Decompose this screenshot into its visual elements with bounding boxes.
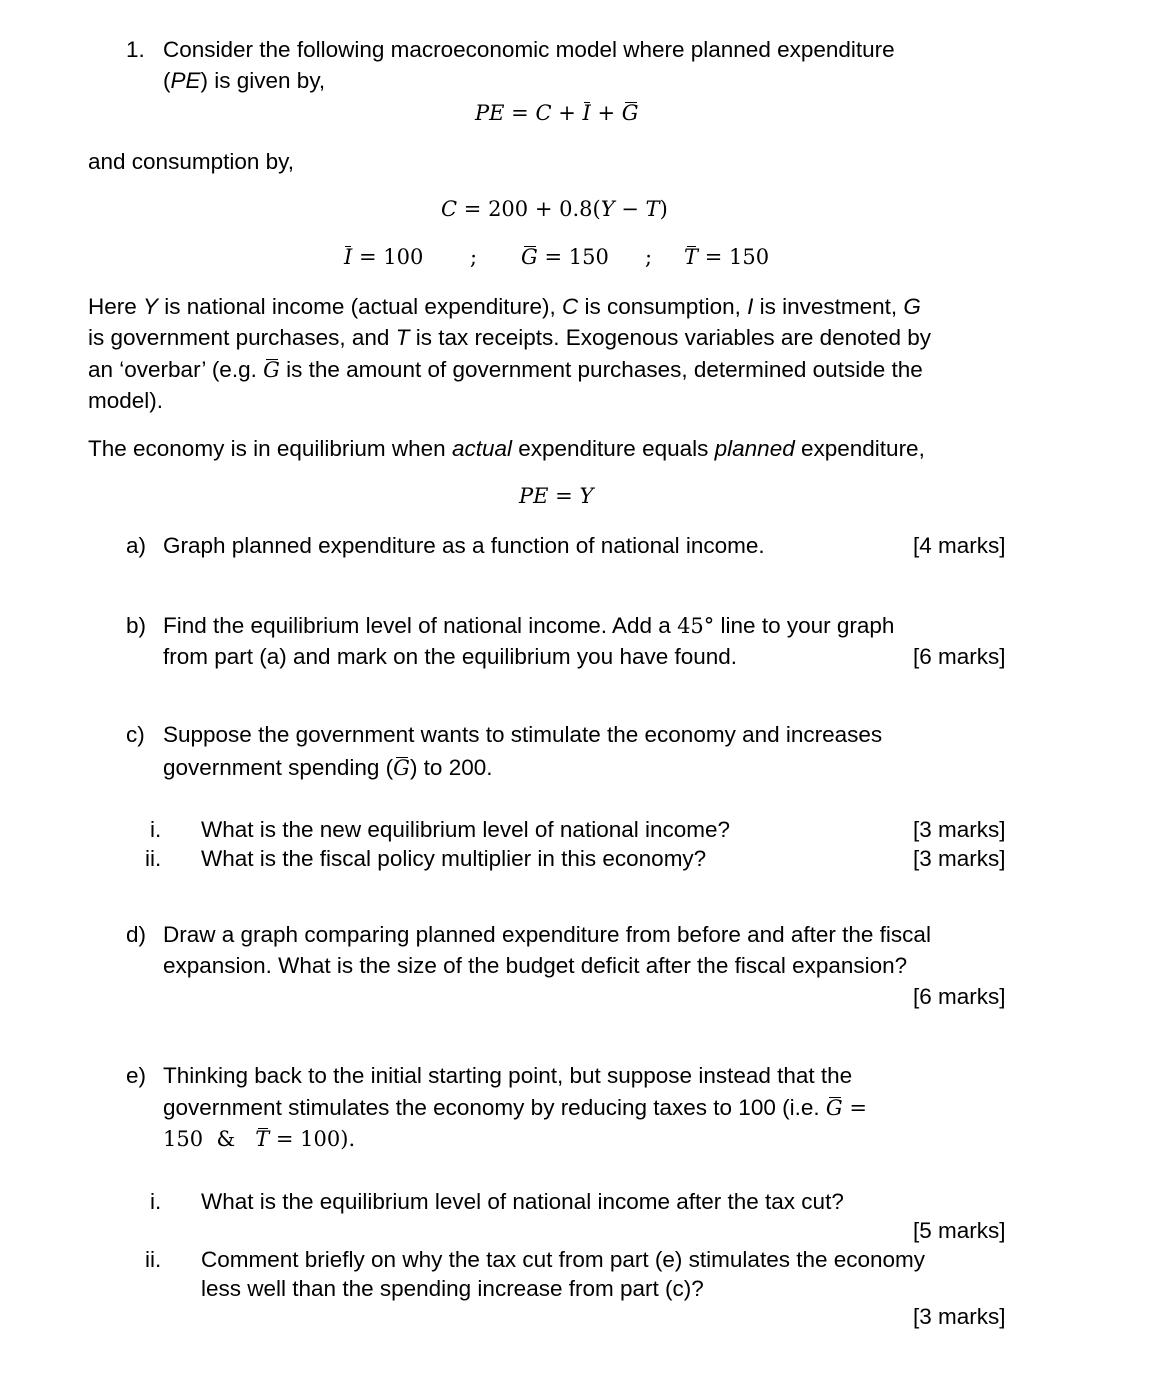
text: expenditure equals bbox=[511, 436, 715, 461]
math-value: = 100 bbox=[275, 1127, 341, 1151]
math-plus: + bbox=[558, 101, 576, 125]
part-e-ii-line-1: Comment briefly on why the tax cut from part (e) stimulates the economy bbox=[201, 1247, 926, 1272]
text: ). bbox=[340, 1127, 356, 1151]
text: is national income (actual expenditure), bbox=[158, 294, 563, 319]
part-e-i-text: What is the equilibrium level of national income after the tax cut? bbox=[201, 1189, 844, 1214]
math-45-degrees: 45° bbox=[677, 614, 715, 638]
equation-consumption bbox=[441, 199, 668, 220]
intro-line-1: Consider the following macroeconomic model where planned expenditure bbox=[163, 37, 895, 62]
part-e-label: e) bbox=[126, 1063, 147, 1088]
text: is investment, bbox=[753, 294, 904, 319]
var-t: T bbox=[395, 325, 410, 350]
part-e-line-3 bbox=[163, 1129, 355, 1150]
text: ( bbox=[163, 68, 171, 93]
math-y: Y bbox=[600, 197, 615, 221]
part-d-marks: [6 marks] bbox=[913, 984, 1006, 1009]
equilibrium-statement bbox=[88, 438, 925, 461]
math-c: C bbox=[535, 101, 552, 125]
math-ampersand: & bbox=[216, 1127, 236, 1151]
math-equals: = bbox=[842, 1096, 867, 1120]
part-c-ii-label: ii. bbox=[145, 846, 162, 871]
math-t: T bbox=[645, 197, 660, 221]
part-c-i-marks: [3 marks] bbox=[913, 817, 1006, 842]
math-g-bar: G bbox=[825, 1096, 843, 1120]
part-c-i-label: i. bbox=[150, 817, 162, 842]
part-e-ii-label: ii. bbox=[145, 1247, 162, 1272]
part-e-line-2 bbox=[163, 1097, 867, 1120]
exogenous-tax bbox=[684, 247, 769, 268]
var-pe: PE bbox=[170, 68, 201, 93]
consumption-intro: and consumption by, bbox=[88, 149, 294, 174]
part-c-label: c) bbox=[126, 722, 145, 747]
math-equals: = bbox=[511, 101, 529, 125]
emphasis-planned: planned bbox=[714, 436, 795, 461]
var-i: I bbox=[747, 294, 754, 319]
text: The economy is in equilibrium when bbox=[88, 436, 452, 461]
part-d-line-1: Draw a graph comparing planned expenditure from before and after the fiscal bbox=[163, 922, 931, 947]
emphasis-actual: actual bbox=[451, 436, 512, 461]
part-c-line-1: Suppose the government wants to stimulate the economy and increases bbox=[163, 722, 883, 747]
text: Here bbox=[88, 294, 144, 319]
math-pe: PE bbox=[475, 101, 505, 125]
definitions-line-4: model). bbox=[88, 388, 164, 413]
part-b-marks: [6 marks] bbox=[913, 644, 1006, 669]
text: ) to 200. bbox=[409, 755, 493, 780]
text: is tax receipts. Exogenous variables are denoted by bbox=[409, 325, 931, 350]
part-b-label: b) bbox=[126, 613, 147, 638]
part-e-i-label: i. bbox=[150, 1189, 162, 1214]
intro-line-2 bbox=[163, 70, 325, 93]
part-b-line-1 bbox=[163, 615, 894, 638]
math-i-bar: I bbox=[344, 245, 353, 269]
part-c-ii-marks: [3 marks] bbox=[913, 846, 1006, 871]
math-value: 150 bbox=[729, 245, 770, 269]
equation-equilibrium bbox=[519, 486, 593, 507]
text: is consumption, bbox=[578, 294, 748, 319]
part-c-line-2 bbox=[163, 757, 493, 780]
var-y: Y bbox=[143, 294, 159, 319]
var-g: G bbox=[903, 294, 921, 319]
text: Find the equilibrium level of national income. Add a bbox=[163, 613, 678, 638]
math-i-bar: I bbox=[582, 101, 591, 125]
exogenous-investment bbox=[344, 247, 423, 268]
question-number: 1. bbox=[126, 37, 145, 62]
var-c: C bbox=[562, 294, 579, 319]
text: government spending ( bbox=[163, 755, 394, 780]
math-g-bar: G bbox=[393, 756, 410, 780]
part-b-line-2: from part (a) and mark on the equilibrium you have found. bbox=[163, 644, 738, 669]
part-d-label: d) bbox=[126, 922, 147, 947]
math-paren: ) bbox=[659, 197, 668, 221]
math-t-bar: T bbox=[684, 245, 699, 269]
math-g-bar: G bbox=[263, 358, 280, 382]
math-equals: = bbox=[463, 197, 482, 221]
math-value: 150 bbox=[568, 245, 609, 269]
text: is the amount of government purchases, determined outside the bbox=[279, 357, 923, 382]
math-equals: = bbox=[555, 484, 573, 508]
text: line to your graph bbox=[714, 613, 895, 638]
math-y: Y bbox=[579, 484, 594, 508]
definitions-line-3 bbox=[88, 359, 923, 382]
math-t-bar: T bbox=[255, 1127, 270, 1151]
math-pe: PE bbox=[519, 484, 549, 508]
part-e-ii-line-2: less well than the spending increase from part (c)? bbox=[201, 1276, 704, 1301]
text: expenditure, bbox=[794, 436, 925, 461]
text: government stimulates the economy by reducing taxes to 100 (i.e. bbox=[163, 1095, 826, 1120]
part-d-line-2: expansion. What is the size of the budget deficit after the fiscal expansion? bbox=[163, 953, 908, 978]
equation-planned-expenditure bbox=[475, 103, 639, 124]
part-a-marks: [4 marks] bbox=[913, 533, 1006, 558]
part-e-i-marks: [5 marks] bbox=[913, 1218, 1006, 1243]
part-a-text: Graph planned expenditure as a function of national income. bbox=[163, 533, 765, 558]
exogenous-government bbox=[521, 247, 609, 268]
part-e-line-1: Thinking back to the initial starting point, but suppose instead that the bbox=[163, 1063, 853, 1088]
part-c-i-text: What is the new equilibrium level of national income? bbox=[201, 817, 731, 842]
math-minus: − bbox=[621, 197, 639, 221]
math-equals: = bbox=[544, 245, 563, 269]
math-equals: = bbox=[358, 245, 377, 269]
math-g-bar: G bbox=[621, 101, 639, 125]
text: an ‘overbar’ (e.g. bbox=[88, 357, 264, 382]
part-e-ii-marks: [3 marks] bbox=[913, 1304, 1006, 1329]
text: ) is given by, bbox=[200, 68, 326, 93]
definitions-line-2 bbox=[88, 327, 931, 350]
separator: ; bbox=[470, 245, 478, 269]
math-value: 100 bbox=[383, 245, 424, 269]
separator: ; bbox=[645, 245, 653, 269]
math-constant: 200 + 0.8( bbox=[488, 197, 601, 221]
part-a-label: a) bbox=[126, 533, 147, 558]
math-equals: = bbox=[704, 245, 723, 269]
part-c-ii-text: What is the fiscal policy multiplier in this economy? bbox=[201, 846, 707, 871]
math-g-bar: G bbox=[521, 245, 538, 269]
math-value: 150 bbox=[163, 1127, 204, 1151]
math-c: C bbox=[441, 197, 458, 221]
definitions-line-1 bbox=[88, 296, 921, 319]
math-plus: + bbox=[597, 101, 616, 125]
text: is government purchases, and bbox=[88, 325, 396, 350]
